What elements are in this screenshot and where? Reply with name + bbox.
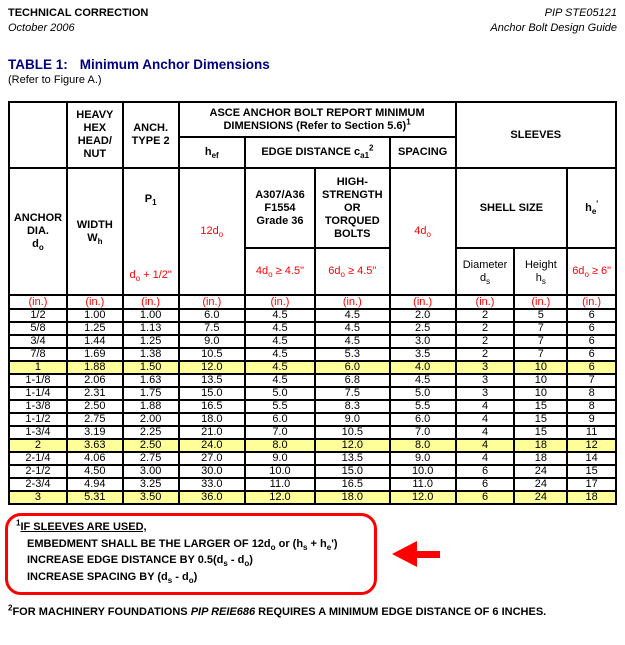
table-cell: 4.5 (245, 374, 315, 387)
table-cell: 3 (456, 361, 515, 374)
table-cell: 4.5 (245, 309, 315, 322)
table-cell: 2 (456, 309, 515, 322)
table-cell: 10.5 (179, 348, 246, 361)
table-cell: 24 (514, 465, 567, 478)
table-cell: 2-1/2 (9, 465, 67, 478)
table-cell: 6 (567, 322, 616, 335)
left-arrow-icon (392, 541, 440, 567)
table-row (9, 400, 616, 413)
table-cell: 6 (567, 348, 616, 361)
document-name: Anchor Bolt Design Guide (490, 22, 617, 34)
table-cell: 7/8 (9, 348, 67, 361)
table-cell: 2 (456, 348, 515, 361)
a307-edge-formula: $4d_o \ge 4.5$" (245, 248, 315, 295)
table-cell: 10 (514, 361, 567, 374)
table-row (9, 491, 616, 504)
table-cell: 2.75 (67, 413, 123, 426)
table-cell: 15.0 (315, 465, 390, 478)
table-cell: 1.63 (123, 374, 179, 387)
table-cell: 4.5 (315, 322, 390, 335)
table-cell: 15 (514, 400, 567, 413)
he-prime-header: $h_e'$ (567, 168, 616, 248)
table-cell: 4.5 (245, 348, 315, 361)
table-cell: 18 (514, 452, 567, 465)
he-formula: $6d_o \ge 6$" (567, 248, 616, 295)
table-cell: 2 (9, 439, 67, 452)
table-cell: 1.88 (123, 400, 179, 413)
table-row (9, 387, 616, 400)
sleeves-header: SLEEVES (456, 102, 616, 168)
table-cell: 1-1/4 (9, 387, 67, 400)
table-cell: 9.0 (179, 335, 246, 348)
sleeve-height-header: Height $h_s$ (514, 248, 567, 295)
table-cell: 5.3 (315, 348, 390, 361)
table-cell: 11 (567, 426, 616, 439)
p1-formula: $d_o + 1/2$" (129, 269, 172, 284)
table-cell: 5.0 (390, 387, 456, 400)
table-cell: 10.0 (390, 465, 456, 478)
table-cell: 2-1/4 (9, 452, 67, 465)
table-cell: 15 (514, 426, 567, 439)
table-cell: 4.06 (67, 452, 123, 465)
footnote-2: $^2$FOR MACHINERY FOUNDATIONS PIP REIE686 REQUIRES A MINIMUM EDGE DISTANCE OF 6 INCHES. (8, 603, 547, 618)
footnote-1-title: $^1$IF SLEEVES ARE USED, (16, 518, 147, 533)
table-cell: 33.0 (179, 478, 246, 491)
table-cell: 7 (514, 348, 567, 361)
table-cell: 9.0 (390, 452, 456, 465)
technical-correction-label: TECHNICAL CORRECTION (8, 7, 149, 19)
table-cell: 6.0 (245, 413, 315, 426)
table-cell: 4.5 (245, 335, 315, 348)
table-cell: 2.50 (123, 439, 179, 452)
table-cell: 8.3 (315, 400, 390, 413)
table-cell: 1.25 (67, 322, 123, 335)
table-cell: 2.75 (123, 452, 179, 465)
units-cell: (in.) (315, 295, 390, 309)
table-cell: 4.0 (390, 361, 456, 374)
page-title (8, 57, 617, 72)
table-cell: 13.5 (315, 452, 390, 465)
table-cell: 18.0 (179, 413, 246, 426)
table-cell: 6 (456, 491, 515, 504)
table-cell: 4.5 (315, 309, 390, 322)
table-cell: 8.0 (390, 439, 456, 452)
table-row (9, 439, 616, 452)
table-cell: 4 (456, 400, 515, 413)
sleeves-callout-box (5, 513, 377, 595)
table-cell: 1.88 (67, 361, 123, 374)
edge-distance-header: EDGE DISTANCE $c_{a1}^2$ (245, 137, 390, 168)
table-cell: 3 (456, 387, 515, 400)
table-cell: 4.5 (315, 335, 390, 348)
table-cell: 12.0 (390, 491, 456, 504)
table-cell: 12.0 (179, 361, 246, 374)
table-cell: 16.5 (179, 400, 246, 413)
table-cell: 10.0 (245, 465, 315, 478)
table-cell: 3.50 (123, 491, 179, 504)
table-cell: 7.0 (390, 426, 456, 439)
table-cell: 5.5 (390, 400, 456, 413)
units-cell: (in.) (67, 295, 123, 309)
asce-report-header (179, 102, 456, 137)
table-row (9, 478, 616, 491)
table-cell: 15 (567, 465, 616, 478)
table-cell: 1.75 (123, 387, 179, 400)
spacing-header: SPACING (390, 137, 456, 168)
table-cell: 7.0 (245, 426, 315, 439)
table-cell: 3.0 (390, 335, 456, 348)
table-cell: 1-3/4 (9, 426, 67, 439)
table-title-text: Minimum Anchor Dimensions (79, 57, 270, 72)
table-cell: 2.00 (123, 413, 179, 426)
table-cell: 4 (456, 452, 515, 465)
table-cell: 1 (9, 361, 67, 374)
anch-type-header: ANCH. TYPE 2 (123, 102, 179, 168)
table-cell: 4.5 (245, 322, 315, 335)
table-cell: 4.5 (245, 361, 315, 374)
heavy-hex-header: HEAVY HEX HEAD/ NUT (67, 102, 123, 168)
table-cell: 1.69 (67, 348, 123, 361)
anchor-dimensions-table (8, 101, 617, 505)
header-left (8, 6, 148, 36)
table-cell: 5.31 (67, 491, 123, 504)
table-cell: 4 (456, 413, 515, 426)
table-cell: 16.5 (315, 478, 390, 491)
table-cell: 4.5 (390, 374, 456, 387)
table-cell: 5/8 (9, 322, 67, 335)
document-header (8, 6, 617, 36)
table-row (9, 309, 616, 322)
table-row (9, 465, 616, 478)
units-cell: (in.) (567, 295, 616, 309)
table-body (9, 309, 616, 504)
hs-edge-formula: $6d_o \ge 4.5$" (315, 248, 390, 295)
table-cell: 9 (567, 413, 616, 426)
p1-header (123, 168, 179, 295)
table-cell: 1/2 (9, 309, 67, 322)
footnote-1-line-1: EMBEDMENT SHALL BE THE LARGER OF $12d_o$ or $(h_s + h_e')$ (27, 537, 338, 552)
table-cell: 2 (456, 322, 515, 335)
asce-header-line1: ASCE ANCHOR BOLT REPORT MINIMUM (209, 106, 425, 119)
table-cell: 6.0 (315, 361, 390, 374)
units-cell: (in.) (123, 295, 179, 309)
shell-size-header: SHELL SIZE (456, 168, 568, 248)
table-cell: 6.0 (390, 413, 456, 426)
table-cell: 13.5 (179, 374, 246, 387)
table-row (9, 361, 616, 374)
table-cell: 27.0 (179, 452, 246, 465)
table-cell: 2 (456, 335, 515, 348)
table-row (9, 348, 616, 361)
arrow-head (392, 541, 417, 567)
table-cell: 17 (567, 478, 616, 491)
table-cell: 4.50 (67, 465, 123, 478)
table-cell: 6 (567, 361, 616, 374)
header-right (490, 6, 617, 36)
table-cell: 6.0 (179, 309, 246, 322)
table-cell: 8 (567, 400, 616, 413)
table-cell: 3/4 (9, 335, 67, 348)
table-cell: 36.0 (179, 491, 246, 504)
table-cell: 3.5 (390, 348, 456, 361)
table-cell: 12.0 (315, 439, 390, 452)
table-cell: 1.25 (123, 335, 179, 348)
table-cell: 30.0 (179, 465, 246, 478)
table-cell: 6 (456, 478, 515, 491)
table-cell: 9.0 (315, 413, 390, 426)
units-cell: (in.) (390, 295, 456, 309)
table-cell: 15.0 (179, 387, 246, 400)
table-cell: 6.8 (315, 374, 390, 387)
document-number: PIP STE05121 (544, 7, 617, 19)
table-cell: 3.25 (123, 478, 179, 491)
table-cell: 8 (567, 387, 616, 400)
table-cell: 2.06 (67, 374, 123, 387)
table-cell: 3.19 (67, 426, 123, 439)
a307-bolts-header: A307/A36 F1554 Grade 36 (245, 168, 315, 248)
table-row (9, 413, 616, 426)
table-cell: 5.5 (245, 400, 315, 413)
table-cell: 1.13 (123, 322, 179, 335)
table-cell: 2.31 (67, 387, 123, 400)
table-cell: 1.50 (123, 361, 179, 374)
table-cell: 1-1/8 (9, 374, 67, 387)
table-cell: 3.63 (67, 439, 123, 452)
footnote-1-line-2: INCREASE EDGE DISTANCE BY $0.5(d_s - d_o)$ (27, 554, 253, 569)
units-cell: (in.) (514, 295, 567, 309)
table-cell: 2-3/4 (9, 478, 67, 491)
table-cell: 2.50 (67, 400, 123, 413)
table-cell: 1-1/2 (9, 413, 67, 426)
table-row (9, 452, 616, 465)
table-cell: 3 (9, 491, 67, 504)
table-number-label: TABLE 1: (8, 57, 68, 72)
table-cell: 2.5 (390, 322, 456, 335)
asce-header-line2: DIMENSIONS (Refer to Section 5.6)$^1$ (223, 116, 411, 132)
empty-corner-cell (9, 102, 67, 168)
high-strength-bolts-header: HIGH- STRENGTH OR TORQUED BOLTS (315, 168, 390, 248)
table-cell: 6 (567, 309, 616, 322)
table-subtitle: (Refer to Figure A.) (8, 74, 102, 86)
sleeve-diameter-header: Diameter $d_s$ (456, 248, 515, 295)
table-cell: 1.00 (123, 309, 179, 322)
date-label: October 2006 (8, 22, 75, 34)
table-cell: 8.0 (245, 439, 315, 452)
table-cell: 7.5 (315, 387, 390, 400)
table-cell: 1.38 (123, 348, 179, 361)
table-cell: 4 (456, 426, 515, 439)
table-cell: 10.5 (315, 426, 390, 439)
table-cell: 18 (567, 491, 616, 504)
table-cell: 3 (456, 374, 515, 387)
table-cell: 6 (456, 465, 515, 478)
width-header: WIDTH $W_h$ (67, 168, 123, 295)
units-row (9, 295, 616, 309)
table-cell: 6 (567, 335, 616, 348)
table-cell: 7 (514, 322, 567, 335)
arrow-tail (417, 551, 440, 558)
table-cell: 24.0 (179, 439, 246, 452)
table-cell: 14 (567, 452, 616, 465)
units-cell: (in.) (179, 295, 246, 309)
p1-symbol: $P_1$ (144, 193, 157, 208)
table-cell: 5.0 (245, 387, 315, 400)
spacing-formula: $4d_o$ (390, 168, 456, 295)
table-cell: 12.0 (245, 491, 315, 504)
table-cell: 1.00 (67, 309, 123, 322)
table-row (9, 426, 616, 439)
footnote-1-area (5, 513, 617, 595)
table-cell: 15 (514, 413, 567, 426)
table-cell: 10 (514, 387, 567, 400)
anchor-dia-header: ANCHOR DIA. $d_o$ (9, 168, 67, 295)
footnote-1-line-3: INCREASE SPACING BY $(d_s - d_o)$ (27, 570, 198, 585)
table-cell: 18 (514, 439, 567, 452)
table-cell: 3.00 (123, 465, 179, 478)
table-cell: 10 (514, 374, 567, 387)
table-cell: 2.25 (123, 426, 179, 439)
table-cell: 11.0 (390, 478, 456, 491)
table-cell: 11.0 (245, 478, 315, 491)
table-cell: 5 (514, 309, 567, 322)
table-cell: 21.0 (179, 426, 246, 439)
hef-formula: $12d_o$ (179, 168, 246, 295)
table-cell: 24 (514, 478, 567, 491)
hef-header: $h_{ef}$ (179, 137, 246, 168)
table-cell: 12 (567, 439, 616, 452)
table-cell: 2.0 (390, 309, 456, 322)
table-row (9, 322, 616, 335)
table-cell: 4.94 (67, 478, 123, 491)
table-cell: 9.0 (245, 452, 315, 465)
table-row (9, 335, 616, 348)
units-cell: (in.) (9, 295, 67, 309)
table-cell: 1.44 (67, 335, 123, 348)
table-cell: 24 (514, 491, 567, 504)
table-cell: 7 (514, 335, 567, 348)
units-cell: (in.) (456, 295, 515, 309)
table-cell: 18.0 (315, 491, 390, 504)
units-cell: (in.) (245, 295, 315, 309)
table-cell: 7 (567, 374, 616, 387)
table-row (9, 374, 616, 387)
table-cell: 4 (456, 439, 515, 452)
table-cell: 1-3/8 (9, 400, 67, 413)
table-cell: 7.5 (179, 322, 246, 335)
